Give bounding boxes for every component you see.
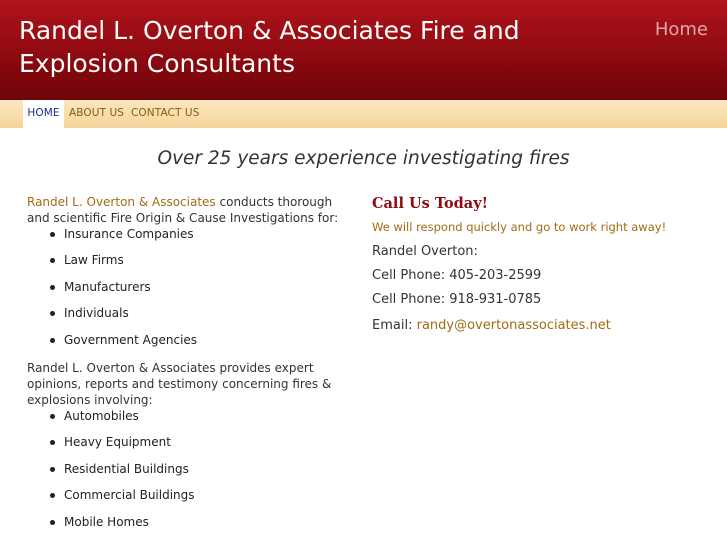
contact-column	[372, 194, 712, 334]
clients-list	[27, 226, 357, 358]
list-item: Law Firms	[27, 252, 357, 278]
email-label: Email:	[372, 318, 417, 333]
cell-phone-2: Cell Phone: 918-931-0785	[372, 292, 542, 307]
email-line	[372, 318, 712, 334]
nav-item-about-us[interactable]: ABOUT US	[69, 107, 125, 119]
cell-phone-1: Cell Phone: 405-203-2599	[372, 268, 542, 283]
services-paragraph: Randel L. Overton & Associates provides expert opinions, reports and testimony concerning fires & explosions involving:	[27, 360, 332, 407]
list-item: Insurance Companies	[27, 226, 357, 252]
intro-text: conducts thorough and scientific Fire Origin & Cause Investigations for:	[27, 195, 339, 225]
nav-bar	[0, 100, 727, 128]
services-list	[27, 408, 357, 540]
list-item: Mobile Homes	[27, 514, 357, 540]
nav-item-home[interactable]: HOME	[23, 100, 64, 128]
list-item: Residential Buildings	[27, 461, 357, 487]
nav-item-contact-us[interactable]: CONTACT US	[131, 107, 200, 119]
email-link[interactable]: randy@overtonassociates.net	[416, 318, 611, 333]
list-item: Individuals	[27, 305, 357, 331]
home-link[interactable]: Home	[654, 19, 708, 40]
respond-note: We will respond quickly and go to work right away!	[372, 220, 667, 234]
company-name-highlight: Randel L. Overton & Associates	[27, 195, 216, 209]
site-header	[0, 0, 727, 100]
site-title: Randel L. Overton & Associates Fire and Explosion Consultants	[19, 16, 520, 78]
list-item: Automobiles	[27, 408, 357, 434]
call-us-heading: Call Us Today!	[372, 195, 488, 212]
list-item: Government Agencies	[27, 332, 357, 358]
list-item: Manufacturers	[27, 279, 357, 305]
list-item: Heavy Equipment	[27, 434, 357, 460]
services-column	[27, 194, 357, 540]
page-tagline: Over 25 years experience investigating fires	[157, 148, 570, 169]
contact-name: Randel Overton:	[372, 244, 478, 259]
intro-paragraph	[27, 194, 357, 226]
list-item: Commercial Buildings	[27, 487, 357, 513]
